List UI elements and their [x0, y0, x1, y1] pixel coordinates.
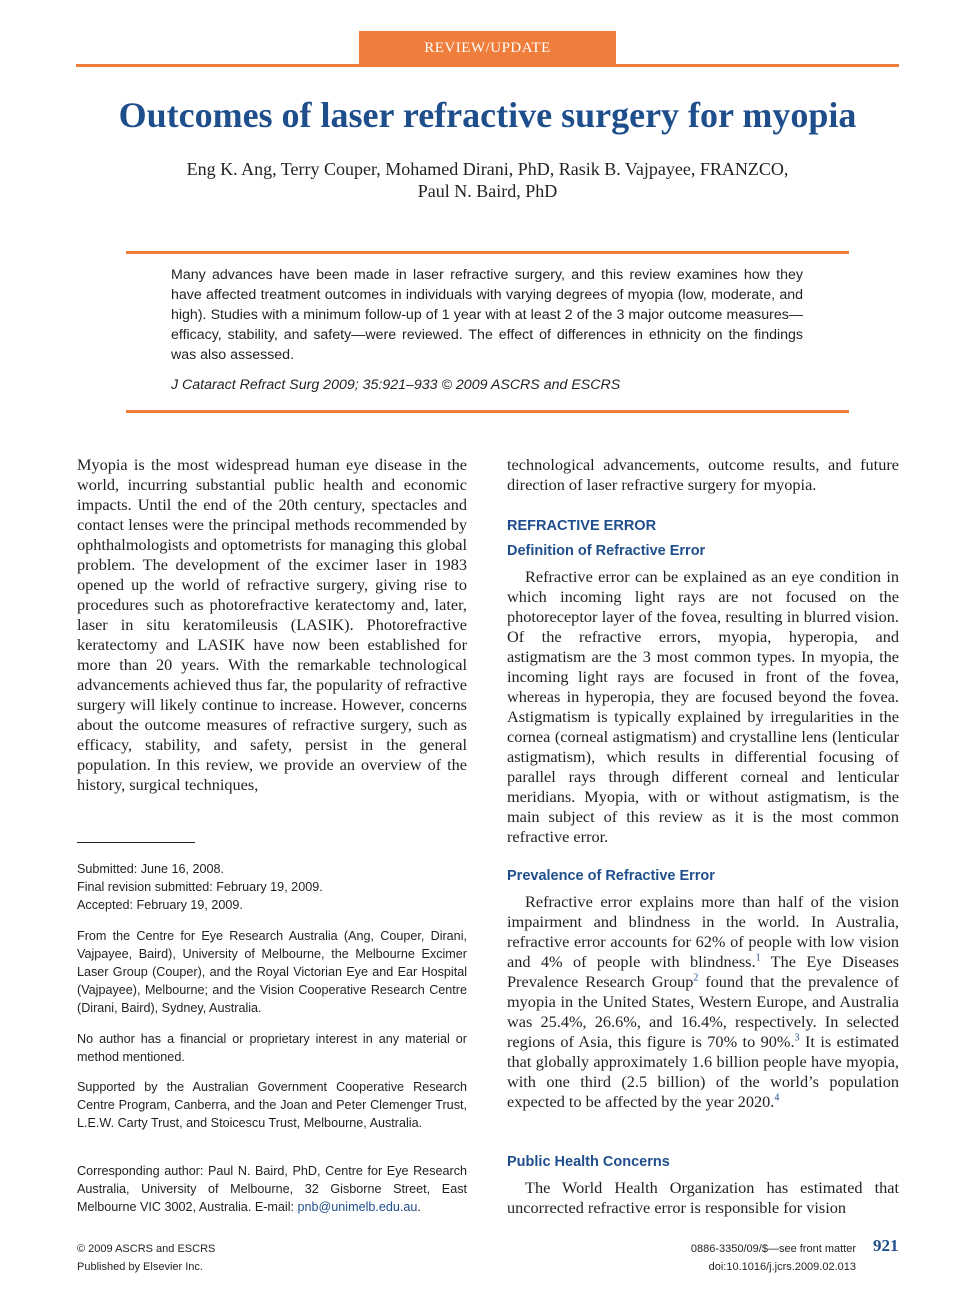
page-number: 921: [873, 1236, 899, 1255]
author-list: [100, 158, 875, 202]
footer-doi: doi:10.1016/j.jcrs.2009.02.013: [708, 1261, 856, 1273]
intro-continued: technological advancements, outcome results, and future direction of laser refractive surgery for myopia.: [507, 455, 899, 494]
subheading-prevalence: Prevalence of Refractive Error: [507, 868, 715, 884]
submission-dates: [77, 860, 467, 914]
abstract-top-rule: [126, 251, 849, 254]
public-health-text: The World Health Organization has estimated that uncorrected refractive error is responsible for vision: [507, 1178, 899, 1217]
section-tag: REVIEW/UPDATE: [359, 31, 616, 65]
article-title: Outcomes of laser refractive surgery for myopia: [118, 95, 857, 135]
prevalence-part-2: The Eye Diseases Prevalence Research Group: [507, 952, 900, 991]
abstract-citation: J Cataract Refract Surg 2009; 35:921–933 © 2009 ASCRS and ESCRS: [171, 377, 621, 393]
header-rule: [76, 64, 899, 67]
corresponding-author-note: [77, 1162, 467, 1216]
authors-line-1: Eng K. Ang, Terry Couper, Mohamed Dirani, PhD, Rasik B. Vajpayee, FRANZCO,: [186, 159, 789, 179]
prevalence-paragraph: [507, 892, 899, 1112]
prevalence-part-3: found that the prevalence of myopia in the United States, Western Europe, and Australia was 25.4%, 26.6%, and 16.4%, respectively. In selected regions of Asia, this figure is 70% to 90%.: [507, 972, 899, 1051]
submitted-date: Submitted: June 16, 2008.: [77, 862, 225, 876]
reference-3[interactable]: 3: [794, 1032, 800, 1044]
footnote-rule: [77, 842, 195, 843]
left-column-body: [77, 455, 467, 795]
abstract-bottom-rule: [126, 410, 849, 413]
abstract-text: Many advances have been made in laser refractive surgery, and this review examines how they have affected treatment outcomes in individuals with varying degrees of myopia (low, moderate, and high). Studies with a minimum follow-up of 1 year with at least 2 of the 3 major outcome measures—efficacy, stability, and safety—were reviewed. The effect of differences in ethnicity on the findings was also assessed.: [171, 267, 803, 363]
reference-2[interactable]: 2: [693, 972, 699, 984]
accepted-date: Accepted: February 19, 2009.: [77, 898, 243, 912]
reference-4[interactable]: 4: [774, 1092, 780, 1104]
footer-copyright: © 2009 ASCRS and ESCRS: [77, 1243, 216, 1255]
subheading-public-health: Public Health Concerns: [507, 1154, 670, 1170]
corresponding-text: Corresponding author: Paul N. Baird, PhD, Centre for Eye Research Australia, University of Melbourne, 32 Gisborne Street, East Melbourne VIC 3002, Australia. E-mail:: [77, 1164, 467, 1214]
authors-line-2: Paul N. Baird, PhD: [417, 181, 558, 201]
reference-1[interactable]: 1: [755, 952, 761, 964]
support-note: Supported by the Australian Government Cooperative Research Centre Program, Canberra, and the Joan and Peter Clemenger Trust, L.E.W. Carty Trust, and Stoicescu Trust, Melbourne, Australia.: [77, 1080, 467, 1130]
subheading-definition: Definition of Refractive Error: [507, 543, 706, 559]
section-heading-refractive-error: REFRACTIVE ERROR: [507, 518, 657, 534]
footer-publisher: Published by Elsevier Inc.: [77, 1261, 203, 1273]
affiliation-note: From the Centre for Eye Research Australia (Ang, Couper, Dirani, Vajpayee, Baird), University of Melbourne, the Melbourne Excimer Laser Group (Couper), and the Royal Victorian Eye and Ear Hospital (Vajpayee), Melbourne; and the Vision Cooperative Research Centre (Dirani, Baird), Sydney, Australia.: [77, 929, 467, 1015]
disclosure-note: No author has a financial or proprietary interest in any material or method mentioned.: [77, 1032, 467, 1064]
corresponding-end: .: [417, 1200, 421, 1214]
footer-issn: 0886-3350/09/$—see front matter: [690, 1243, 856, 1255]
prevalence-text: [507, 892, 899, 1112]
definition-paragraph: [507, 567, 899, 847]
public-health-paragraph: [507, 1178, 899, 1218]
intro-paragraph: Myopia is the most widespread human eye disease in the world, incurring substantial public health and economic impacts. Until the end of the 20th century, spectacles and contact lenses were the principal methods recommended by ophthalmologists and optometrists for managing this global problem. The development of the excimer laser in 1983 opened up the world of refractive surgery, giving rise to procedures such as photorefractive keratectomy and, later, laser in situ keratomileusis (LASIK). Photorefractive keratectomy and LASIK have now been established for more than 20 years. With the remarkable technological advancements achieved thus far, the popularity of refractive surgery will likely continue to increase. However, concerns about the outcome measures of refractive surgery, such as efficacy, stability, and safety, persist in the general population. In this review, we provide an overview of the history, surgical techniques,: [77, 455, 467, 794]
definition-text: Refractive error can be explained as an eye condition in which incoming light rays are not focused on the photoreceptor layer of the fovea, resulting in blurred vision. Of the refractive errors, myopia, hyperopia, and astigmatism are the 3 most common types. In myopia, the incoming light rays are focused in front of the fovea, whereas in hyperopia, they are focused beyond the fovea. Astigmatism is typically explained by irregularities in the cornea (corneal astigmatism) and crystalline lens (lenticular astigmatism), which results in differential focusing of parallel rays through different corneal and lenticular meridians. Myopia, with or without astigmatism, is the main subject of this review as it is the most common refractive error.: [507, 567, 899, 846]
email-link[interactable]: pnb@unimelb.edu.au: [297, 1200, 418, 1214]
prevalence-part-1: Refractive error explains more than half of the vision impairment and blindness in the world. In Australia, refractive error accounts for 62% of people with low vision and 4% of people with blindness.: [507, 892, 899, 971]
final-revision-date: Final revision submitted: February 19, 2009.: [77, 880, 323, 894]
prevalence-part-4: It is estimated that globally approximately 1.6 billion people have myopia, with one third (2.5 billion) of the world’s population expected to be affected by the year 2020.: [507, 1032, 900, 1111]
